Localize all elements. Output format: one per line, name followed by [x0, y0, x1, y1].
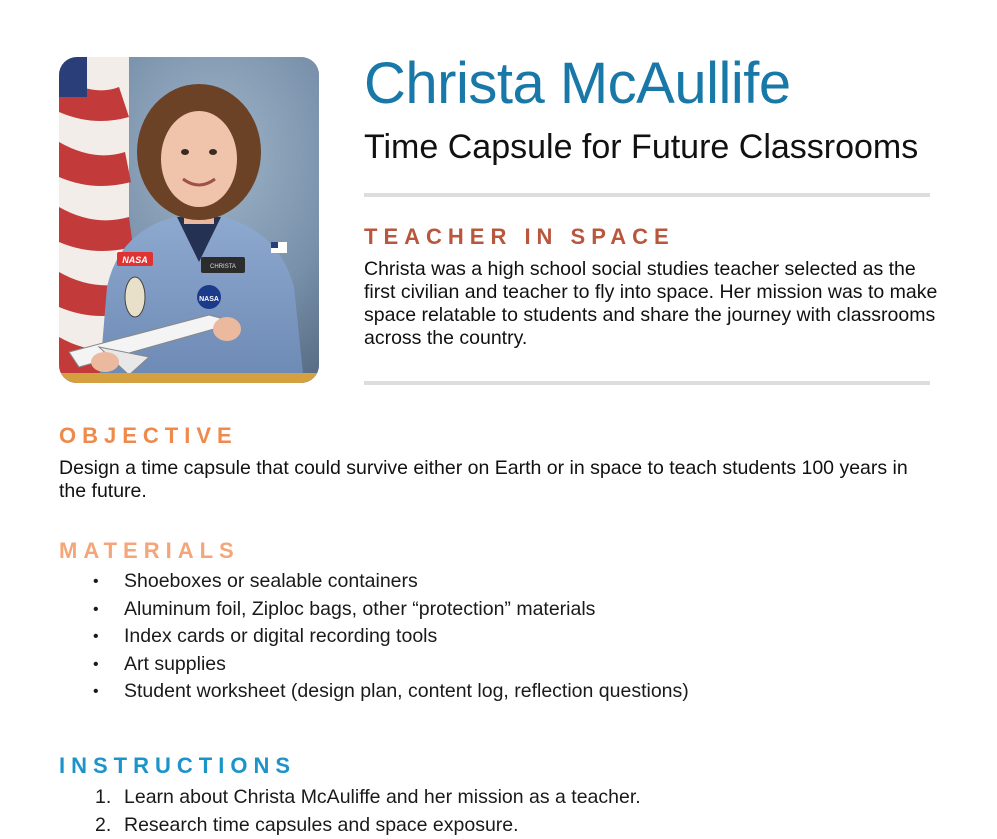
step-number: 1. [95, 784, 111, 812]
materials-list [93, 568, 689, 706]
objective-heading: OBJECTIVE [59, 423, 238, 449]
list-item: • Aluminum foil, Ziploc bags, other “protection” materials [93, 596, 689, 624]
instructions-heading: INSTRUCTIONS [59, 753, 296, 779]
materials-heading: MATERIALS [59, 538, 240, 564]
list-item [93, 812, 641, 839]
teacher-in-space-text: Christa was a high school social studies teacher selected as the first civilian and teacher to fly into space. Her mission was to make space relatable to students and share the journey with classrooms across the country. [364, 258, 944, 350]
portrait-photo [59, 57, 319, 383]
step-number: 2. [95, 812, 111, 839]
nasa-patch-text: NASA [122, 255, 148, 265]
list-item: • Student worksheet (design plan, content log, reflection questions) [93, 678, 689, 706]
list-item [93, 784, 641, 812]
nasa-meatball-text: NASA [199, 296, 219, 303]
step-text: Learn about Christa McAuliffe and her mission as a teacher. [124, 786, 641, 808]
divider-bottom [364, 381, 930, 385]
list-item: • Index cards or digital recording tools [93, 623, 689, 651]
page-title: Christa McAullife [364, 50, 791, 117]
instructions-list [93, 784, 641, 839]
name-tag-text: CHRISTA [210, 264, 236, 270]
objective-text: Design a time capsule that could survive either on Earth or in space to teach students 100 years in the future. [59, 457, 939, 503]
list-item: • Art supplies [93, 651, 689, 679]
list-item: • Shoeboxes or sealable containers [93, 568, 689, 596]
page-subtitle: Time Capsule for Future Classrooms [364, 128, 918, 167]
step-text: Research time capsules and space exposure. [124, 814, 519, 836]
divider-top [364, 193, 930, 197]
teacher-in-space-heading: TEACHER IN SPACE [364, 224, 675, 250]
